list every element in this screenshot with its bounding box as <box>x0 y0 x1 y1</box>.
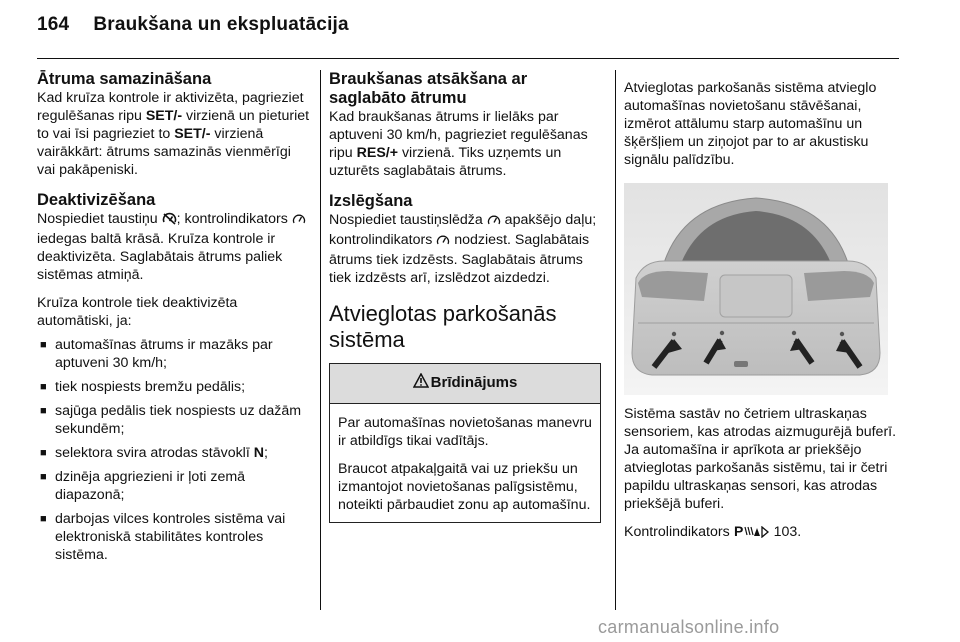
cruise-off-icon <box>162 212 177 230</box>
section-heading-switch-off: Izslēgšana <box>329 192 413 210</box>
warning-title: Brīdinājums <box>430 374 518 391</box>
cruise-indicator-icon <box>436 233 450 251</box>
warning-header <box>330 364 600 404</box>
page-number: 164 <box>37 14 70 35</box>
column-2 <box>329 70 605 523</box>
section-heading-parking-assist: Atvieglotas parkošanās sistēma <box>329 301 557 352</box>
list-item: ■ sajūga pedālis tiek nospiests uz dažām sekundēm; <box>37 402 312 438</box>
speed-reduction-text: Kad kruīza kontrole ir aktivizēta, pagrieziet regulēšanas ripu SET/- virzienā un pieturiet to vai īsi pagrieziet to SET/- virzienā vairākkārt: ātrums samazinās vienmērīgi vai pakāpeniski. <box>37 90 310 178</box>
warning-paragraph: Braucot atpakaļgaitā vai uz priekšu un izmantojot novietošanas palīgsistēmu, noteikti pārbaudiet zonu ap automašīnu. <box>338 461 591 513</box>
list-item: ■ automašīnas ātrums ir mazāks par aptuveni 30 km/h; <box>37 336 312 372</box>
list-item: ■ tiek nospiests bremžu pedālis; <box>37 378 312 396</box>
section-heading-speed-reduction: Ātruma samazināšana <box>37 70 212 88</box>
page-title: Braukšana un ekspluatācija <box>93 14 349 35</box>
cruise-indicator-icon <box>292 212 306 230</box>
deactivation-conditions-list <box>37 336 312 564</box>
page-reference-icon <box>760 525 770 543</box>
deactivation-text: Nospiediet taustiņu ; kontrolindikators iedegas baltā krāsā. Kruīza kontrole ir deaktivizēta. Saglabātais ātrums paliek sistēmas atmiņā. <box>37 210 312 284</box>
svg-text:P: P <box>733 524 743 538</box>
list-item: ■ selektora svira atrodas stāvoklī N; <box>37 444 312 462</box>
column-1 <box>37 70 312 570</box>
parking-assist-indicator-icon <box>734 524 760 543</box>
section-heading-resume: Braukšanas atsākšana ar saglabāto ātrumu <box>329 70 528 107</box>
warning-body <box>330 404 600 522</box>
indicator-reference: Kontrolindikators P 103. <box>624 523 904 543</box>
section-heading-deactivation: Deaktivizēšana <box>37 191 156 209</box>
page-header <box>37 14 349 36</box>
warning-triangle-icon <box>413 365 429 402</box>
list-item: ■ darbojas vilces kontroles sistēma vai elektroniskā stabilitātes kontroles sistēma. <box>37 510 312 564</box>
column-divider <box>615 70 616 610</box>
watermark: carmanualsonline.info <box>598 617 780 637</box>
column-3 <box>624 79 904 543</box>
rear-bumper-sensors-photo <box>624 183 888 395</box>
switch-off-text: Nospiediet taustiņslēdža apakšējo daļu; kontrolindikators nodziest. Saglabātais ātrums tiek izdzēsts. Saglabātais ātrums tiek izdzēsts arī, izslēdzot aizdedzi. <box>329 212 597 286</box>
column-divider <box>320 70 321 610</box>
warning-paragraph: Par automašīnas novietošanas manevru ir atbildīgs tikai vadītājs. <box>338 415 592 449</box>
resume-text: Kad braukšanas ātrums ir lielāks par aptuveni 30 km/h, pagrieziet regulēšanas ripu RES/+ virzienā. Tiks uzņemts un uzturēts saglabātais ātrums. <box>329 109 588 179</box>
warning-box <box>329 363 601 523</box>
header-rule <box>37 58 899 59</box>
system-description: Sistēma sastāv no četriem ultraskaņas sensoriem, kas atrodas aizmugurējā buferī. Ja automašīna ir aprīkota ar priekšējo atvieglotas parkošanās sistēmu, tai ir četri papildu ultraskaņas sensori, kas atrodas priekšējā buferi. <box>624 406 897 512</box>
parking-assist-intro: Atvieglotas parkošanās sistēma atvieglo automašīnas novietošanu stāvēšanai, izmērot attālumu starp automašīnu un šķēršļiem un ziņojot par to ar akustisku signālu palīdzību. <box>624 80 877 168</box>
list-item: ■ dzinēja apgriezieni ir ļoti zemā diapazonā; <box>37 468 312 504</box>
auto-deactivation-intro: Kruīza kontrole tiek deaktivizēta automātiski, ja: <box>37 295 238 329</box>
cruise-indicator-icon <box>487 213 501 231</box>
